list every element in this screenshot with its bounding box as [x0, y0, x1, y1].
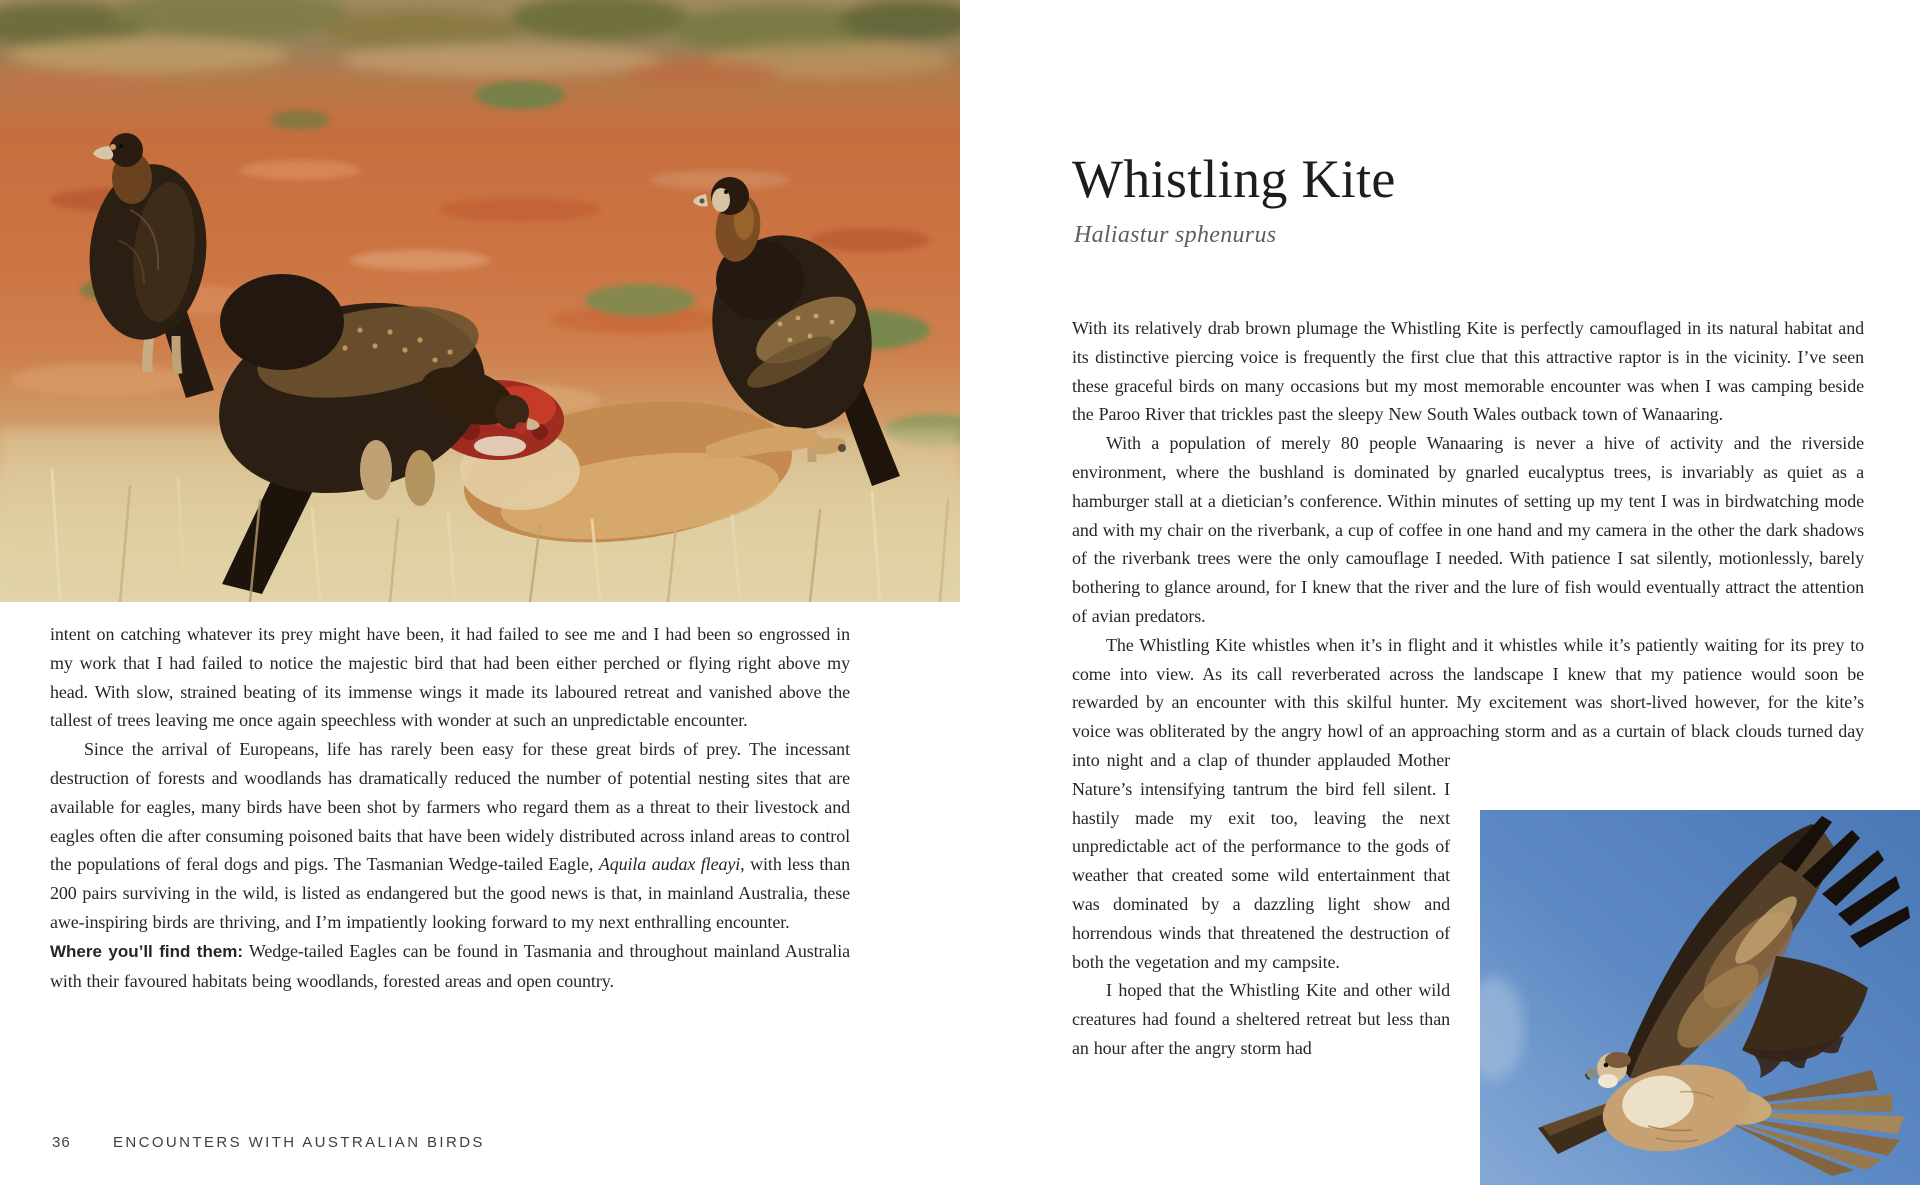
- paragraph-text: , with less than 200 pairs surviving in the wild, is listed as endangered but the good news is that, in mainland Australia, these awe-inspiring birds are thriving, and I’m impatiently looking forward to my next enthralling encounter.: [50, 854, 850, 932]
- where-to-find-text: Wedge-tailed Eagles can be found in Tasmania and throughout mainland Australia with their favoured habitats being woodlands, forested areas and open country.: [50, 940, 850, 991]
- chapter-title: Whistling Kite: [1072, 149, 1396, 209]
- left-paragraph-2: [50, 735, 850, 937]
- kite-photo-illustration: [1480, 810, 1920, 1185]
- where-to-find-label: Where you’ll find them:: [50, 941, 244, 961]
- wedge-tailed-eagles-photo: [0, 0, 960, 602]
- where-to-find-paragraph: [50, 937, 850, 996]
- right-paragraph-4: I hoped that the Whistling Kite and other wild creatures had found a sheltered retreat but less than an hour after the angry storm had: [1072, 980, 1450, 1058]
- page-number: 36: [52, 1134, 71, 1151]
- right-paragraph-1: With its relatively drab brown plumage the Whistling Kite is perfectly camouflaged in its natural habitat and its distinctive piercing voice is frequently the first clue that this attractive raptor is in the vicinity. I’ve seen these graceful birds on many occasions but my most memorable encounter was when I was camping beside the Paroo River that trickles past the sleepy New South Wales outback town of Wanaaring.: [1072, 318, 1864, 425]
- species-name-italic: Aquila audax fleayi: [598, 854, 741, 875]
- left-page-text-column: [50, 620, 850, 995]
- paragraph-text: The Whistling Kite whistles when it’s in flight and it whistles while it’s patiently waiting for its prey to come into view. As its call reverberated across the landscape I knew that my patience would soon be rewarded by an encounter with this skilful hunter. My excitement was short-lived however, for the kite’s voice was obliterated by the angry howl of an approaching storm and as a curtain of black clouds turned day into night and a clap of thunder applauded Mother: [1072, 634, 1864, 770]
- paragraph-text: Nature’s intensifying tantrum the bird fell silent. I hastily made my exit too, leaving the next unpredictable act of the performance to the gods of weather that created some wild entertainment that was dominated by a dazzling light show and horrendous winds that threatened the destruction of both the vegetation and my campsite.: [1072, 778, 1450, 972]
- eagles-photo-illustration: [0, 0, 960, 602]
- left-paragraph-1: intent on catching whatever its prey might have been, it had failed to see me and I had been so engrossed in my work that I had failed to notice the majestic bird that had been either perched or flying right above my head. With slow, strained beating of its immense wings it made its laboured retreat and vanished above the tallest of trees leaving me once again speechless with wonder at such an unpredictable encounter.: [50, 624, 850, 731]
- species-subtitle: Haliastur sphenurus: [1074, 222, 1277, 248]
- whistling-kite-photo: [1480, 810, 1920, 1185]
- right-paragraph-2: With a population of merely 80 people Wanaaring is never a hive of activity and the riverside environment, where the bushland is dominated by gnarled eucalyptus trees, is invariably as quiet as a hamburger stall at a dietician’s conference. Within minutes of setting up my tent I was in birdwatching mode and with my chair on the riverbank, a cup of coffee in one hand and my camera in the other the dark shadows of the riverbank trees were the only camouflage I needed. With patience I sat silently, motionlessly, barely bothering to glance around, for I knew that the river and the lure of fish would eventually attract the attention of avian predators.: [1072, 433, 1864, 626]
- running-book-title: ENCOUNTERS WITH AUSTRALIAN BIRDS: [113, 1134, 485, 1151]
- paragraph-text: Since the arrival of Europeans, life has rarely been easy for these great birds of prey. The incessant destruction of forests and woodlands has dramatically reduced the number of potential nesting sites that are available for eagles, many birds have been shot by farmers who regard them as a threat to their livestock and eagles often die after consuming poisoned baits that have been widely distributed across inland areas to control the populations of feral dogs and pigs. The Tasmanian Wedge-tailed Eagle,: [50, 739, 850, 875]
